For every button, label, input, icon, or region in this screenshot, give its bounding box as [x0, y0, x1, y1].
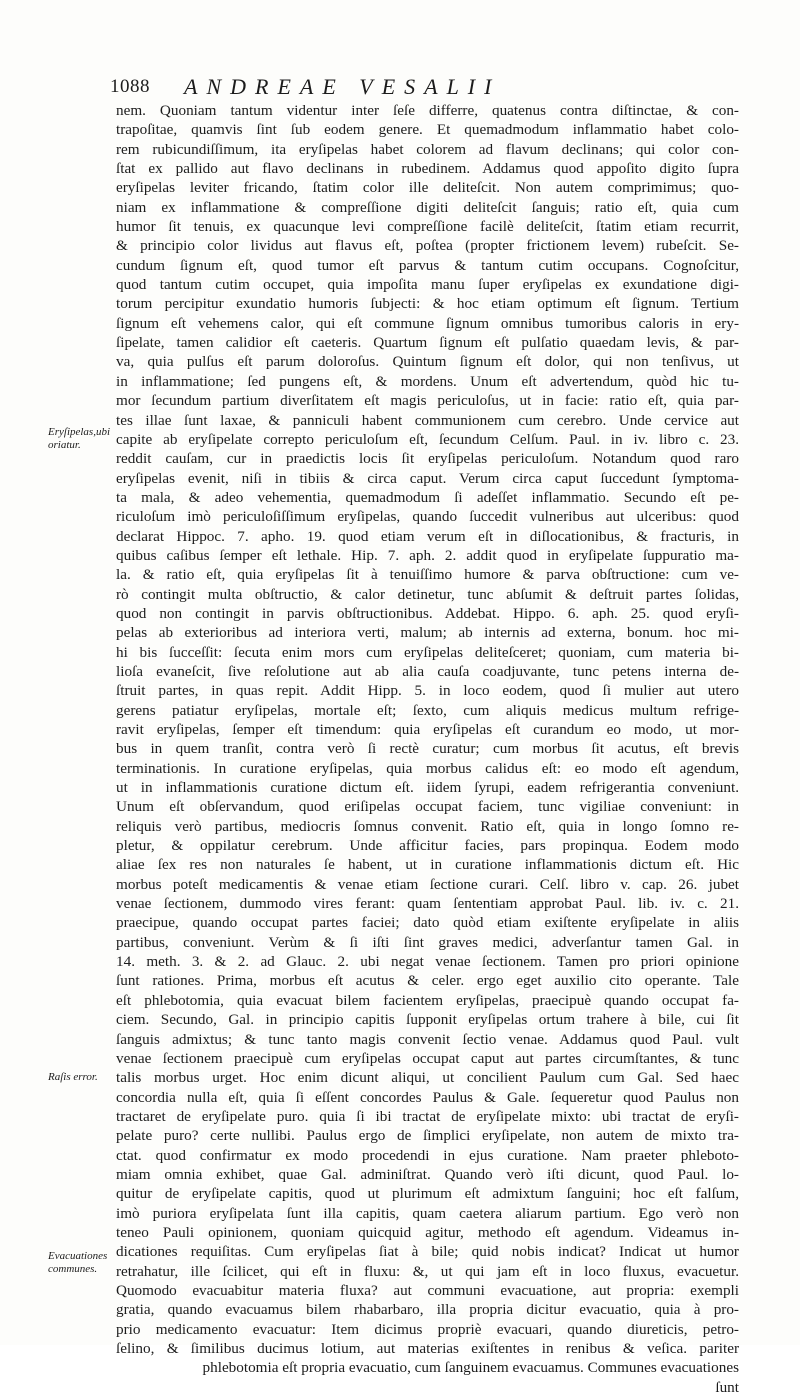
text-line: ut in inflammationis curatione dictum eſt. iidem ſyrupi, eadem refrigerantia conveniunt. — [116, 779, 739, 797]
text-line: trapoſitae, quamvis ſint ſub eodem genere. Et quemadmodum inflammatio habet colo- — [116, 121, 739, 139]
text-line: ravit eryſipelas, ſemper eſt timendum: quia eryſipelas eſt curandum eo modo, ut mor- — [116, 721, 739, 738]
text-line: phlebotomia eſt propria evacuatio, cum ſanguinem evacuamus. Communes evacuationes — [202, 1359, 739, 1377]
text-line: ſipelate, tamen calidior eſt caeteris. Quartum ſignum eſt pulſatio quaedam levis, & par- — [116, 334, 739, 352]
text-line: retrahatur, ille ſcilicet, qui eſt in fluxu: &, ut qui jam eſt in loco fluxus, evacuetur. — [116, 1262, 739, 1280]
text-line: hi bis ſucceſſit: ſecuta enim mors cum eryſipelas deliteſceret; quoniam, cum materia bi- — [116, 643, 739, 661]
text-line: eſt phlebotomia, quia evacuat bilem facientem eryſipelas, praecipuè quando occupat fa- — [116, 991, 739, 1009]
text-line: quod tantum cutim occupet, quia impoſita manu ſuper eryſipelas ex exundatione digi- — [116, 276, 739, 294]
text-line: pelas ab exterioribus ad interiora verti, malum; ab internis ad externa, bonum. hoc mi- — [116, 624, 739, 642]
text-line: prio medicamento evacuatur: Item dicimus propriè evacuari, quando diureticis, petro- — [116, 1320, 739, 1338]
margin-note-line: Evacuationes — [48, 1250, 108, 1262]
text-line: bus in quem tranſit, contra verò ſi rectè curatur; cum morbus ſit acutus, eſt brevis — [116, 740, 739, 758]
text-line: quitur de eryſipelate capitis, quod ut plurimum eſt admixtum ſanguini; hoc eſt falſum, — [116, 1185, 739, 1203]
text-line: riculoſum imò periculoſiſſimum eryſipelas, quando ſuccedit vulneribus aut ulceribus: quod — [116, 508, 739, 526]
text-line: rem rubicundiſſimum, ita eryſipelas habet colorem ad flavum declinans; qui color con- — [116, 140, 739, 158]
text-line: ſunt rationes. Prima, morbus eſt acutus & celer. ergo eget auxilio cito operante. Tale — [116, 972, 739, 990]
text-line: quod non contingit in parvis obſtructionibus. Addebat. Hippo. 6. aph. 25. quod eryſi- — [116, 604, 739, 622]
body-text — [116, 101, 739, 1397]
text-line: gerens patiatur eryſipelas, mortale eſt; ſexto, cum aliquis medicus multum refrige- — [116, 701, 739, 719]
page-number: 1088 — [110, 76, 150, 97]
text-line: lioſa evaneſcit, ſive reſolutione aut ab alia cauſa coadjuvante, tunc petens interna de- — [116, 662, 739, 680]
text-line: cundum ſignum eſt, quod tumor eſt parvus & tantum cutim occupans. Cognoſcitur, — [116, 256, 739, 274]
text-line: reddit cauſam, cur in praedictis locis ſit eryſipelas periculoſum. Notandum quod raro — [116, 450, 739, 468]
text-line: reliquis verò partibus, mediocris ſomnus convenit. Ratio eſt, quia in longo ſomno re- — [116, 817, 739, 835]
text-line: capite ab eryſipelate correpto periculoſum eſt, ſecundum Celſum. Paul. in iv. libro c. 23. — [116, 430, 739, 448]
page-header — [106, 76, 786, 102]
text-line: pletur, & oppilatur cerebrum. Unde afficitur facies, pars propinqua. Eodem modo — [116, 837, 739, 855]
text-line: ſignum eſt vehemens calor, qui eſt commune ſignum omnibus tumoribus caloris in ery- — [116, 314, 739, 332]
text-line: ta mala, & adeo vehementia, quemadmodum ſi adeſſet inflammatio. Secundo eſt pe- — [116, 488, 739, 506]
text-line: eryſipelas evenit, niſi in tibiis & circa caput. Verum circa caput ſuccedunt ſymptoma- — [116, 469, 739, 487]
text-line: mor ſecundum partium diverſitatem eſt magis periculoſus, ut in facie: ratio eſt, quia par- — [116, 392, 739, 410]
text-line: ciem. Secundo, Gal. in principio capitis ſupponit eryſipelas ortum trahere à bile, cui ſit — [116, 1011, 739, 1029]
text-line: in inflammatione; ſed pungens eſt, & mordens. Unum eſt advertendum, quòd hic tu- — [116, 372, 739, 390]
text-line: 14. meth. 3. & 2. ad Glauc. 2. ubi negat venae ſectionem. Tamen pro priori opinione — [116, 953, 739, 971]
text-line: talis morbus urget. Hoc enim dicunt aliqui, ut concilient Paulum cum Gal. Sed haec — [116, 1069, 739, 1087]
text-line: tractaret de eryſipelate puro. quia ſi ibi tractat de eryſipelate mixto: ubi tractat de eryſi- — [116, 1107, 739, 1125]
text-line: humor ſit tenuis, ex quacunque levi compreſſione facilè deliteſcit, ſtatim etiam recurrit, — [116, 218, 739, 236]
text-line: quibus caſibus ſemper eſt lethale. Hip. 7. aph. 2. addit quod in eryſipelate ſuppuratio ma- — [116, 546, 739, 564]
text-line: la. & ratio eſt, quia eryſipelas ſit à tenuiſſimo humore & parva obſtructione: cum ve- — [116, 566, 739, 584]
text-line: ſtruit partes, in quas repit. Addit Hipp. 5. in loco eodem, quod ſi mulier aut utero — [116, 682, 739, 700]
text-line: tes illae ſunt laxae, & panniculi habent communionem cum cerebro. Unde cervice aut — [116, 411, 739, 429]
margin-note-line: Raſis error. — [48, 1071, 98, 1083]
text-line: imò puriora eryſipelata ſunt illa capitis, quam caetera aliarum partium. Ego verò non — [116, 1204, 739, 1222]
text-line: morbus poteſt medicamentis & venae etiam ſectione curari. Celſ. libro v. cap. 26. jubet — [116, 875, 739, 893]
text-line: declarat Hippoc. 7. apho. 19. quod etiam verum eſt in diſlocationibus, & fracturis, in — [116, 527, 739, 545]
text-line: eryſipelas leviter fricando, ſtatim color ille deliteſcit. Non autem comprimimus; quo- — [116, 179, 739, 197]
margin-note-line: oriatur. — [48, 439, 81, 451]
text-line: niam ex inflammatione & compreſſione digiti deliteſcit ſanguis; ratio eſt, quia cum — [116, 198, 739, 216]
catchword: ſunt — [715, 1378, 739, 1396]
text-line: ſelino, & ſimilibus ducimus lotium, aut materias exiſtentes in renibus & veſica. pariter — [116, 1340, 739, 1357]
text-line: & principio color lividus aut flavus eſt, poſtea (propter frictionem levem) rubeſcit. Se- — [116, 237, 739, 255]
text-line: gratia, quando evacuamus bilem rhabarbaro, illa propria dicitur evacuatio, quia à pro- — [116, 1301, 739, 1319]
text-line: ctat. quod confirmatur ex modo procedendi in ejus curatione. Nam praeter phleboto- — [116, 1146, 739, 1164]
margin-note-line: Eryſipelas,ubi — [48, 426, 111, 438]
text-line: rò contingit multa obſtructio, & calor detinetur, tunc abſumit & deſtruit partes ſolidas, — [116, 585, 739, 603]
text-line: miam omnia exhibet, quae Gal. adminiſtrat. Quando verò iſti dicunt, quod Paul. lo- — [116, 1165, 739, 1183]
text-line: venae ſectionem, dummodo vires ferant: quam ſententiam approbat Paul. lib. iv. c. 21. — [116, 895, 739, 913]
text-line: ſtat ex pallido aut flavo declinans in rubedinem. Addamus quod appoſito digito ſupra — [116, 160, 739, 178]
text-line: pelate puro? certe nullibi. Paulus ergo de ſimplici eryſipelate, non autem de mixto tra- — [116, 1127, 739, 1145]
text-line: concordia nulla eſt, quia ſi eſſent concordes Paulus & Gale. ſequeretur quod Paulus non — [116, 1088, 739, 1106]
text-line: Quomodo evacuabitur materia fluxa? aut communi evacuatione, aut propria: exempli — [116, 1281, 739, 1299]
text-line: dicationes requiſitas. Cum eryſipelas ſiat à bile; quid nobis indicat? Indicat ut humor — [116, 1243, 739, 1261]
running-head: ANDREAE VESALII — [184, 74, 501, 99]
text-line: partibus, conveniunt. Verùm & ſi iſti ſint graves medici, adverſantur tamen Gal. in — [116, 933, 739, 951]
text-line: terminationis. In curatione eryſipelas, quia morbus calidus eſt: eo modo eſt agendum, — [116, 759, 739, 777]
text-line: Unum eſt obſervandum, quod eriſipelas occupat faciem, tunc vigiliae conveniunt: in — [116, 798, 739, 816]
text-line: nem. Quoniam tantum videntur inter ſeſe differre, quatenus contra diſtinctae, & con- — [116, 102, 739, 119]
text-line: torum percipitur exundatio humoris ſubjecti: & hoc etiam optimum eſt ſignum. Tertium — [116, 295, 739, 313]
text-line: aliae ſex res non naturales ſe habent, ut in curatione inflammationis dictum eſt. Hic — [116, 856, 739, 874]
text-line: teneo Pauli opinionem, quoniam quicquid agitur, methodo eſt agendum. Videamus in- — [116, 1223, 739, 1241]
text-line: praecipue, quando occupat partes faciei; dato quòd etiam exiſtente eryſipelate in aliis — [116, 914, 739, 932]
text-line: va, quia pulſus eſt parum doloroſus. Quintum ſignum eſt dolor, qui non tenſivus, ut — [116, 353, 739, 371]
margin-note-line: communes. — [48, 1263, 98, 1275]
text-line: ſanguis admixtus; & tunc tanto magis convenit ſectio venae. Addamus quod Paul. vult — [116, 1030, 739, 1048]
text-line: venae ſectionem praecipuè cum eryſipelas occupat caput aut partes circumſtantes, & tunc — [116, 1049, 739, 1067]
